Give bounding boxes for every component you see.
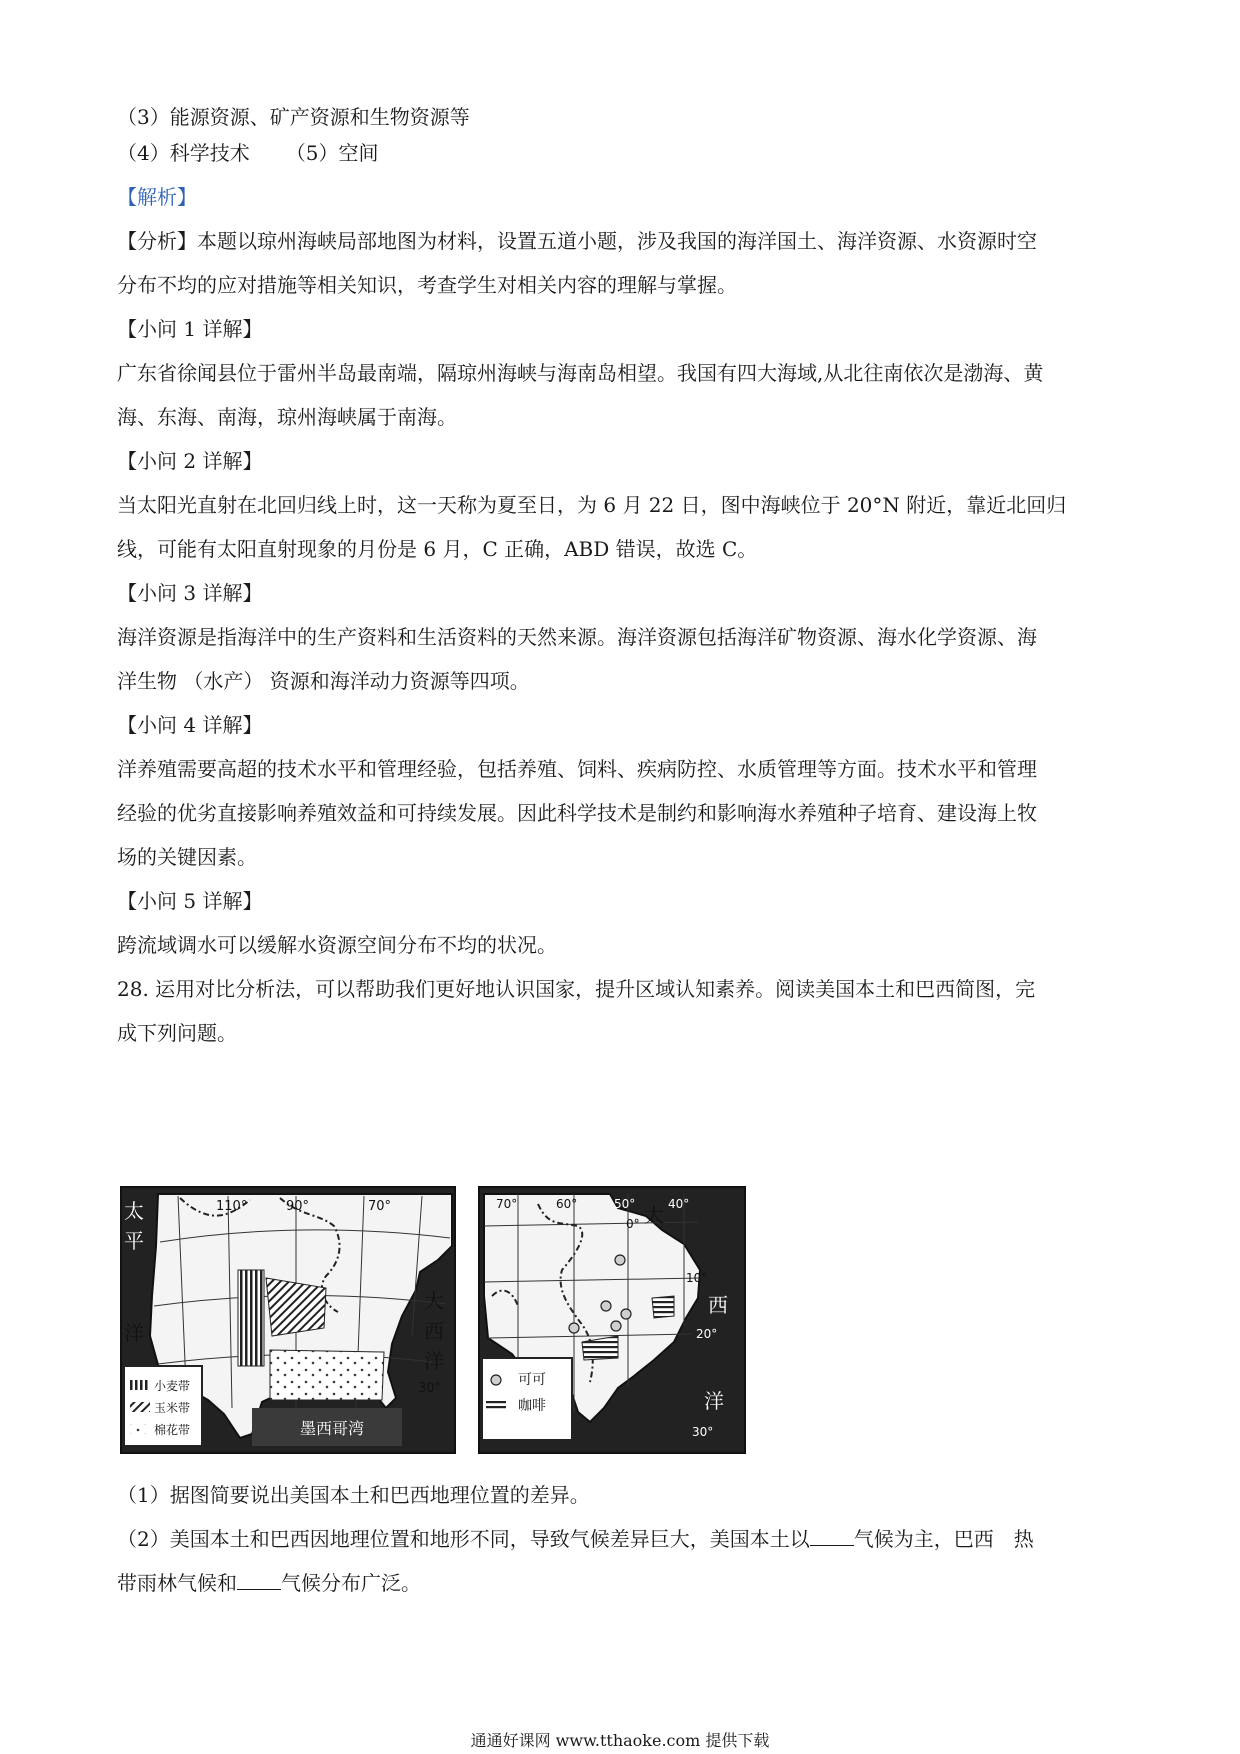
subquestion-3-heading: 【小问 3 详解】 — [117, 581, 263, 605]
subquestion-5-heading: 【小问 5 详解】 — [117, 889, 263, 913]
question-28-text-2: 成下列问题。 — [117, 1021, 237, 1045]
subquestion-3-text-1: 海洋资源是指海洋中的生产资料和生活资料的天然来源。海洋资源包括海洋矿物资源、海水化学资源、海 — [117, 625, 1037, 649]
analysis-heading: 【解析】 — [117, 185, 197, 209]
brazil-lon-60: 60° — [556, 1197, 578, 1211]
question-28-2-line-2 — [117, 1570, 421, 1596]
subquestion-4-text-2: 经验的优劣直接影响养殖效益和可持续发展。因此科学技术是制约和影响海水养殖种子培育、建设海上牧 — [117, 801, 1037, 825]
q2-part-b: 气候为主，巴西 热 — [853, 1527, 1034, 1551]
atlantic-char-2: 西 — [424, 1319, 444, 1343]
usa-lat-30: 30° — [418, 1381, 442, 1396]
subquestion-4-text-1: 洋养殖需要高超的技术水平和管理经验，包括养殖、饲料、疾病防控、水质管理等方面。技术水平和管理 — [117, 757, 1037, 781]
brazil-lat-30: 30° — [692, 1425, 714, 1439]
pacific-char-1: 太 — [124, 1199, 144, 1223]
answer-4: （4）科学技术 — [117, 141, 250, 165]
subquestion-2-text-2: 线，可能有太阳直射现象的月份是 6 月，C 正确，ABD 错误，故选 C。 — [117, 537, 758, 561]
subquestion-1-text-2: 海、东海、南海，琼州海峡属于南海。 — [117, 405, 457, 429]
subquestion-4-heading: 【小问 4 详解】 — [117, 713, 263, 737]
subquestion-4-text-3: 场的关键因素。 — [117, 845, 257, 869]
subquestion-2-heading: 【小问 2 详解】 — [117, 449, 263, 473]
question-28-text-1: 28. 运用对比分析法，可以帮助我们更好地认识国家，提升区域认知素养。阅读美国本土和巴西简图，完 — [117, 977, 1036, 1001]
gulf-of-mexico-label: 墨西哥湾 — [300, 1419, 365, 1438]
q2-part-d: 气候分布广泛。 — [281, 1571, 421, 1595]
atlantic-char-3: 洋 — [424, 1349, 444, 1373]
legend-corn: 玉米带 — [154, 1401, 191, 1415]
brazil-lat-20: 20° — [696, 1327, 718, 1341]
page-footer: 通通好课网 www.tthaoke.com 提供下载 — [470, 1731, 770, 1750]
question-28-2-line-1 — [117, 1526, 1034, 1552]
legend-cocoa: 可可 — [518, 1372, 546, 1388]
legend-cotton: 棉花带 — [154, 1423, 191, 1437]
brazil-lat-10: 10° — [686, 1271, 708, 1285]
legend-coffee: 咖啡 — [518, 1398, 546, 1414]
question-28-1: （1）据图简要说出美国本土和巴西地理位置的差异。 — [117, 1483, 590, 1507]
usa-lon-90: 90° — [286, 1199, 310, 1214]
brazil-lon-50: 50° — [614, 1197, 636, 1211]
answer-blank-1[interactable] — [810, 1527, 854, 1546]
subquestion-1-heading: 【小问 1 详解】 — [117, 317, 263, 341]
usa-lon-110: 110° — [216, 1199, 248, 1214]
brazil-lat-0: 0° — [626, 1217, 640, 1231]
answer-blank-2[interactable] — [237, 1571, 281, 1590]
q2-part-a: （2）美国本土和巴西因地理位置和地形不同，导致气候差异巨大，美国本土以 — [117, 1527, 810, 1551]
brazil-map — [478, 1186, 746, 1454]
brazil-atlantic-char-2: 西 — [708, 1293, 728, 1317]
answer-3: （3）能源资源、矿产资源和生物资源等 — [117, 105, 470, 129]
pacific-char-2: 平 — [124, 1229, 144, 1253]
subquestion-2-text-1: 当太阳光直射在北回归线上时，这一天称为夏至日，为 6 月 22 日，图中海峡位于 20°N 附近，靠近北回归 — [117, 493, 1067, 517]
subquestion-1-text-1: 广东省徐闻县位于雷州半岛最南端，隔琼州海峡与海南岛相望。我国有四大海域,从北往南依次是渤海、黄 — [117, 361, 1044, 385]
answer-4-5 — [117, 140, 378, 166]
legend-wheat: 小麦带 — [154, 1379, 191, 1393]
usa-lon-70: 70° — [368, 1199, 392, 1214]
usa-map — [120, 1186, 456, 1454]
analysis-text-2: 分布不均的应对措施等相关知识，考查学生对相关内容的理解与掌握。 — [117, 273, 737, 297]
subquestion-3-text-2: 洋生物 （水产） 资源和海洋动力资源等四项。 — [117, 669, 530, 693]
brazil-lon-40: 40° — [668, 1197, 690, 1211]
subquestion-5-text: 跨流域调水可以缓解水资源空间分布不均的状况。 — [117, 933, 557, 957]
answer-5: （5）空间 — [285, 141, 379, 165]
pacific-char-3: 洋 — [124, 1321, 144, 1345]
usa-map-svg — [120, 1186, 456, 1454]
brazil-map-svg — [478, 1186, 746, 1454]
brazil-atlantic-char-3: 洋 — [704, 1389, 724, 1413]
analysis-text-1: 【分析】本题以琼州海峡局部地图为材料，设置五道小题，涉及我国的海洋国土、海洋资源、水资源时空 — [117, 229, 1037, 253]
brazil-atlantic-char-1: 大 — [644, 1203, 664, 1227]
q2-part-c: 带雨林气候和 — [117, 1571, 237, 1595]
brazil-lon-70: 70° — [496, 1197, 518, 1211]
atlantic-char-1: 大 — [424, 1289, 444, 1313]
